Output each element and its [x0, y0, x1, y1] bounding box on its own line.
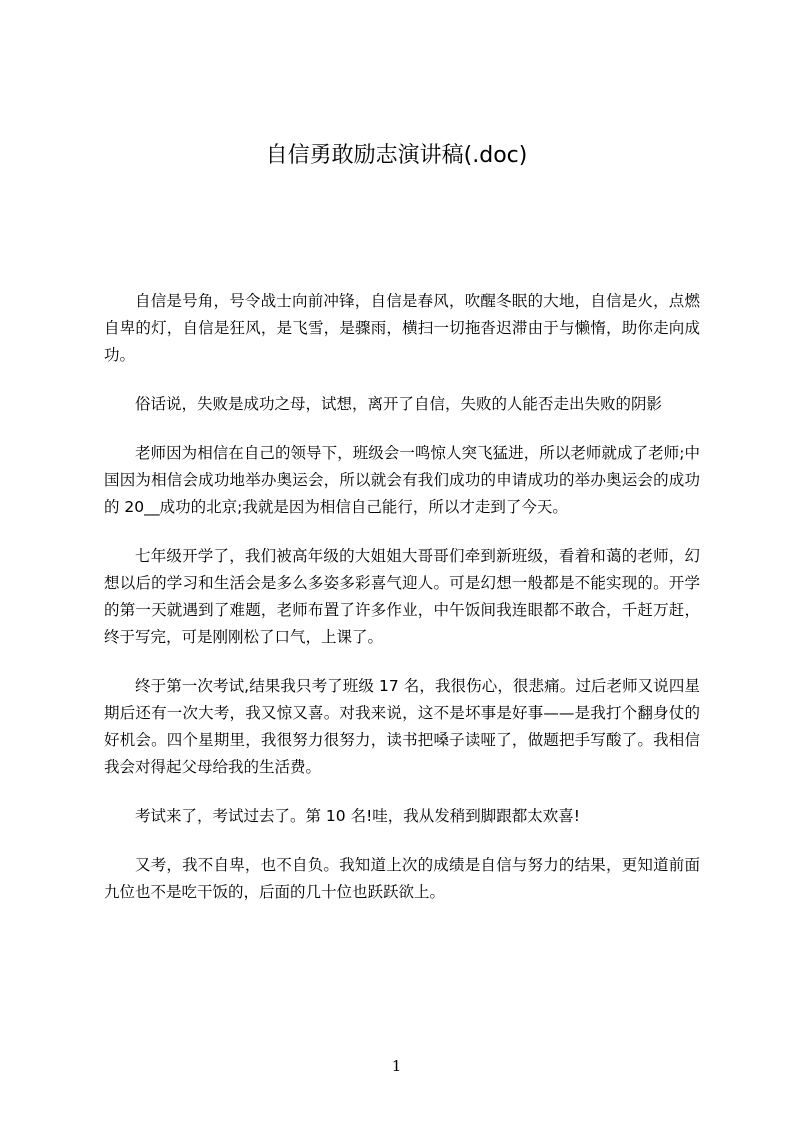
document-body [104, 288, 700, 928]
paragraph-6: 考试来了，考试过去了。第 10 名!哇，我从发稍到脚跟都太欢喜! [135, 807, 581, 825]
document-title: 自信勇敢励志演讲稿(.doc) [265, 143, 528, 168]
paragraph-7: 又考，我不自卑，也不自负。我知道上次的成绩是自信与努力的结果，更知道前面九位也不是吃干饭的，后面的几十位也跃跃欲上。 [104, 856, 700, 901]
paragraph-4: 七年级开学了，我们被高年级的大姐姐大哥哥们牵到新班级，看着和蔼的老师，幻想以后的学习和生活会是多么多姿多彩喜气迎人。可是幻想一般都是不能实现的。开学的第一天就遇到了难题，老师布置了许多作业，中午饭间我连眼都不敢合，千赶万赶，终于写完，可是刚刚松了口气，上课了。 [104, 547, 700, 646]
paragraph-1: 自信是号角，号令战士向前冲锋，自信是春风，吹醒冬眠的大地，自信是火，点燃自卑的灯，自信是狂风，是飞雪，是骤雨，横扫一切拖沓迟滞由于与懒惰，助你走向成功。 [104, 292, 700, 364]
page-number: 1 [391, 1057, 402, 1075]
paragraph-2: 俗话说，失败是成功之母，试想，离开了自信，失败的人能否走出失败的阴影 [135, 395, 663, 413]
paragraph-3: 老师因为相信在自己的领导下，班级会一鸣惊人突飞猛进，所以老师就成了老师;中国因为相信会成功地举办奥运会，所以就会有我们成功的申请成功的举办奥运会的成功的 20__成功的北京;我就是因为相信自己能行，所以才走到了今天。 [104, 444, 700, 516]
paragraph-5: 终于第一次考试,结果我只考了班级 17 名，我很伤心，很悲痛。过后老师又说四星期后还有一次大考，我又惊又喜。对我来说，这不是坏事是好事——是我打个翻身仗的好机会。四个星期里，我很努力很努力，读书把嗓子读哑了，做题把手写酸了。我相信我会对得起父母给我的生活费。 [104, 677, 700, 776]
